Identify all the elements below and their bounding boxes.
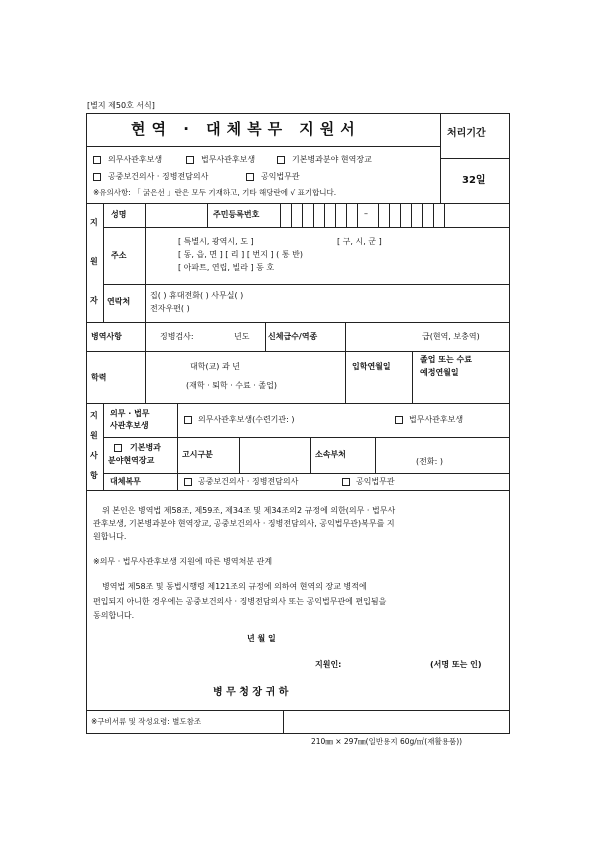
body-paragraph: 관후보생, 기본병과분야 현역장교, 공중보건의사 · 징병전담의사, 공익법무관)복무를 지 bbox=[93, 519, 395, 528]
checkbox-legal-officer[interactable] bbox=[186, 156, 194, 164]
checkbox-ml-medical[interactable] bbox=[184, 416, 192, 424]
divider bbox=[378, 203, 379, 227]
page-title: 현역 · 대체복무 지원서 bbox=[131, 120, 361, 138]
divider bbox=[265, 322, 266, 351]
exam-type-label: 고시구분 bbox=[182, 450, 213, 459]
divider bbox=[444, 203, 445, 227]
divider bbox=[103, 284, 510, 285]
education-label: 학력 bbox=[91, 373, 107, 382]
processing-value: 32일 bbox=[462, 175, 486, 186]
type-label: 공익법무관 bbox=[261, 172, 300, 181]
divider bbox=[389, 203, 390, 227]
contact-line: 전자우편( ) bbox=[150, 304, 190, 313]
divider bbox=[145, 351, 146, 403]
body-grade-label: 신체급수/역종 bbox=[268, 332, 318, 341]
divider bbox=[86, 710, 510, 711]
checkbox-tech-officer[interactable] bbox=[277, 156, 285, 164]
date-line: 년 월 일 bbox=[247, 634, 276, 643]
address-label: 주소 bbox=[111, 251, 127, 260]
ml-option: 의무사관후보생(수련기관: ) bbox=[198, 415, 295, 424]
divider bbox=[283, 710, 284, 734]
divider bbox=[291, 203, 292, 227]
tech-label: 분야현역장교 bbox=[108, 456, 155, 465]
body-paragraph: 동의합니다. bbox=[93, 611, 135, 620]
divider bbox=[375, 437, 376, 473]
divider bbox=[357, 203, 358, 227]
divider bbox=[280, 203, 281, 227]
divider bbox=[433, 203, 434, 227]
body-paragraph: 원합니다. bbox=[93, 532, 127, 541]
address-line: [ 동, 읍, 면 ] [ 리 ] [ 번지 ] ( 통 반) bbox=[178, 250, 303, 259]
divider bbox=[103, 203, 104, 322]
military-label: 병역사항 bbox=[91, 332, 122, 341]
checkbox-alt-lawyer[interactable] bbox=[342, 478, 350, 486]
divider bbox=[86, 490, 510, 491]
section-char: 원 bbox=[90, 431, 98, 440]
addressee: 병 무 청 장 귀 하 bbox=[213, 687, 289, 698]
divider bbox=[422, 203, 423, 227]
section-char: 원 bbox=[90, 257, 98, 266]
applicant-signature-label: 지원인: bbox=[315, 660, 342, 669]
divider bbox=[346, 203, 347, 227]
checkbox-tech-officer-support[interactable] bbox=[114, 444, 122, 452]
section-char: 지 bbox=[90, 218, 98, 227]
name-label: 성명 bbox=[111, 210, 127, 219]
exam-year: 년도 bbox=[234, 332, 250, 341]
body-paragraph: 병역법 제58조 및 동법시행령 제121조의 규정에 의하여 현역의 장교 병적에 bbox=[102, 582, 367, 591]
divider bbox=[324, 203, 325, 227]
divider bbox=[345, 351, 346, 403]
divider bbox=[335, 203, 336, 227]
divider bbox=[145, 322, 146, 351]
divider bbox=[103, 473, 510, 474]
divider bbox=[412, 351, 413, 403]
divider bbox=[86, 351, 510, 352]
border-right bbox=[509, 113, 510, 734]
school-line: 대학(교) 과 년 bbox=[190, 362, 240, 371]
checkbox-alt-doctor[interactable] bbox=[184, 478, 192, 486]
divider bbox=[86, 203, 510, 204]
section-char: 사 bbox=[90, 451, 98, 460]
border-bottom bbox=[86, 733, 510, 734]
body-paragraph: 편입되지 아니한 경우에는 공중보건의사 · 징병전담의사 또는 공익법무관에 편입됨을 bbox=[93, 597, 387, 606]
notice-text: ※유의사항: 「 굵은선 」란은 모두 기재하고, 기타 해당란에 √ 표기합니다. bbox=[93, 188, 337, 197]
address-line: [ 아파트, 연립, 빌라 ] 동 호 bbox=[178, 263, 275, 272]
school-status: (재학 · 퇴학 · 수료 · 졸업) bbox=[186, 381, 277, 390]
alt-label: 대체복무 bbox=[110, 477, 141, 486]
exam-label: 징병검사: bbox=[160, 332, 194, 341]
divider bbox=[103, 227, 510, 228]
processing-label: 처리기간 bbox=[447, 128, 486, 139]
ml-option: 법무사관후보생 bbox=[409, 415, 464, 424]
form-number: [별지 제50호 서식] bbox=[87, 101, 155, 110]
body-paragraph: 위 본인은 병역법 제58조, 제59조, 제34조 및 제34조의2 규정에 의한(의무 · 법무사 bbox=[102, 506, 396, 515]
tech-label: 기본병과 bbox=[130, 443, 161, 452]
divider bbox=[145, 203, 146, 322]
divider bbox=[103, 403, 104, 490]
contact-line: 집( ) 휴대전화( ) 사무실( ) bbox=[150, 291, 244, 300]
address-line: [ 구, 시, 군 ] bbox=[337, 237, 382, 246]
type-label: 의무사관후보생 bbox=[108, 155, 163, 164]
border-top bbox=[86, 113, 510, 114]
section-char: 지 bbox=[90, 411, 98, 420]
paper-size: 210㎜ × 297㎜(일반용지 60g/㎡(재활용품)) bbox=[311, 737, 463, 746]
checkbox-public-lawyer[interactable] bbox=[246, 173, 254, 181]
ml-label: 사관후보생 bbox=[110, 421, 149, 430]
admission-label: 입학연월일 bbox=[352, 362, 391, 371]
address-line: [ 특별시, 광역시, 도 ] bbox=[178, 237, 254, 246]
divider bbox=[345, 322, 346, 351]
rrn-label: 주민등록번호 bbox=[213, 210, 260, 219]
alt-option: 공익법무관 bbox=[356, 477, 395, 486]
name-field[interactable] bbox=[147, 205, 205, 225]
divider bbox=[86, 403, 510, 404]
divider bbox=[103, 437, 510, 438]
dept-label: 소속부처 bbox=[315, 450, 346, 459]
divider bbox=[302, 203, 303, 227]
divider bbox=[313, 203, 314, 227]
checkbox-professional-officer[interactable] bbox=[93, 156, 101, 164]
rrn-dash: – bbox=[364, 209, 368, 218]
type-label: 기본병과분야 현역장교 bbox=[292, 155, 372, 164]
alt-option: 공중보건의사 · 징병전담의사 bbox=[198, 477, 299, 486]
divider bbox=[400, 203, 401, 227]
body-note: ※의무 · 법무사관후보생 지원에 따른 병역처분 관계 bbox=[93, 557, 273, 566]
divider bbox=[177, 403, 178, 490]
grade-value: 급(현역, 보충역) bbox=[422, 332, 480, 341]
phone-field: (전화: ) bbox=[416, 457, 443, 466]
graduation-label: 졸업 또는 수료 bbox=[420, 355, 472, 364]
divider bbox=[86, 146, 441, 147]
graduation-label: 예정연월일 bbox=[420, 368, 459, 377]
section-char: 항 bbox=[90, 471, 98, 480]
border-left bbox=[86, 113, 87, 734]
contact-label: 연락처 bbox=[107, 297, 131, 306]
divider bbox=[440, 158, 510, 159]
type-label: 공중보건의사 · 징병전담의사 bbox=[108, 172, 209, 181]
divider bbox=[310, 437, 311, 473]
checkbox-public-doctor[interactable] bbox=[93, 173, 101, 181]
footer-note: ※구비서류 및 작성요령: 별도참조 bbox=[91, 717, 202, 726]
checkbox-ml-legal[interactable] bbox=[395, 416, 403, 424]
type-label: 법무사관후보생 bbox=[201, 155, 256, 164]
section-char: 자 bbox=[90, 296, 98, 305]
divider bbox=[207, 203, 208, 227]
signature-note: (서명 또는 인) bbox=[430, 660, 482, 669]
divider bbox=[239, 437, 240, 473]
divider bbox=[411, 203, 412, 227]
ml-label: 의무 · 법무 bbox=[110, 409, 150, 418]
divider bbox=[86, 322, 510, 323]
